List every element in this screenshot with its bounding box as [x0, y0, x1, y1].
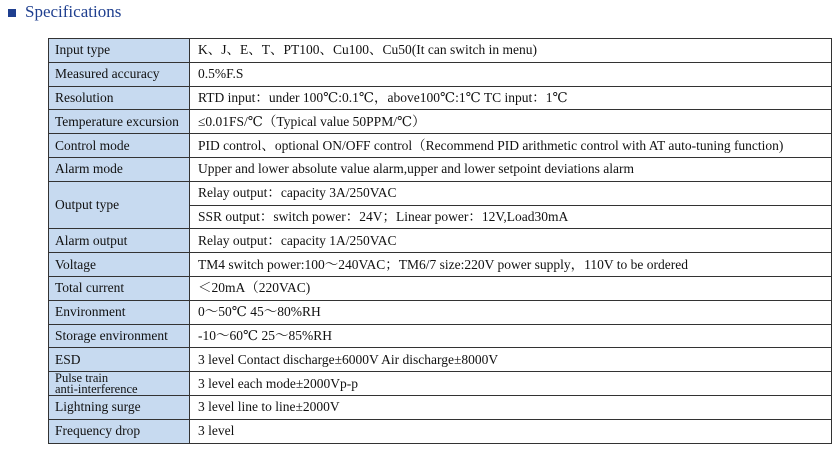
- table-row: [49, 276, 832, 300]
- row-label: Alarm output: [49, 229, 190, 253]
- row-label: Voltage: [49, 253, 190, 277]
- row-label: ESD: [49, 348, 190, 372]
- row-label: Lightning surge: [49, 395, 190, 419]
- row-label: Input type: [49, 39, 190, 63]
- row-label: Temperature excursion: [49, 110, 190, 134]
- row-value: SSR output：switch power：24V；Linear power：12V,Load30mA: [190, 205, 832, 229]
- section-heading: [8, 0, 121, 24]
- table-row: [49, 372, 832, 396]
- table-row: [49, 300, 832, 324]
- row-value: ≤0.01FS/℃（Typical value 50PPM/℃）: [190, 110, 832, 134]
- row-value: TM4 switch power:100～240VAC；TM6/7 size:220V power supply，110V to be ordered: [190, 253, 832, 277]
- row-value: PID control、optional ON/OFF control（Recommend PID arithmetic control with AT auto-tuning function): [190, 134, 832, 158]
- row-value: Relay output：capacity 3A/250VAC: [190, 181, 832, 205]
- section-title: Specifications: [25, 2, 122, 21]
- table-row: [49, 419, 832, 443]
- row-value: 3 level Contact discharge±6000V Air discharge±8000V: [190, 348, 832, 372]
- row-label: Resolution: [49, 86, 190, 110]
- row-label: Storage environment: [49, 324, 190, 348]
- table-row: [49, 324, 832, 348]
- table-row: [49, 395, 832, 419]
- table-row: [49, 110, 832, 134]
- table-row: [49, 86, 832, 110]
- row-label: Frequency drop: [49, 419, 190, 443]
- row-value: Upper and lower absolute value alarm,upper and lower setpoint deviations alarm: [190, 157, 832, 181]
- row-label: Measured accuracy: [49, 62, 190, 86]
- row-value: Relay output：capacity 1A/250VAC: [190, 229, 832, 253]
- row-value: 0.5%F.S: [190, 62, 832, 86]
- row-label: Control mode: [49, 134, 190, 158]
- row-label-line: anti-interference: [55, 381, 138, 396]
- table-row: [49, 157, 832, 181]
- row-label: Output type: [49, 181, 190, 229]
- table-row: [49, 229, 832, 253]
- row-label: [49, 372, 190, 396]
- row-label: Total current: [49, 276, 190, 300]
- row-label: Alarm mode: [49, 157, 190, 181]
- table-row: [49, 348, 832, 372]
- table-row: [49, 62, 832, 86]
- table-row: [49, 39, 832, 63]
- square-bullet-icon: [8, 9, 16, 17]
- row-value: 3 level: [190, 419, 832, 443]
- row-label: Environment: [49, 300, 190, 324]
- table-row: [49, 134, 832, 158]
- specifications-table: [48, 38, 832, 444]
- row-label-line: Pulse train: [55, 371, 109, 385]
- table-row: [49, 253, 832, 277]
- row-value: RTD input：under 100℃:0.1℃，above100℃:1℃ TC input：1℃: [190, 86, 832, 110]
- row-value: 3 level each mode±2000Vp-p: [190, 372, 832, 396]
- row-value: 3 level line to line±2000V: [190, 395, 832, 419]
- row-value: K、J、E、T、PT100、Cu100、Cu50(It can switch in menu): [190, 39, 832, 63]
- row-value: 0～50℃ 45～80%RH: [190, 300, 832, 324]
- row-value: -10～60℃ 25～85%RH: [190, 324, 832, 348]
- row-value: ＜20mA（220VAC): [190, 276, 832, 300]
- table-row: [49, 181, 832, 205]
